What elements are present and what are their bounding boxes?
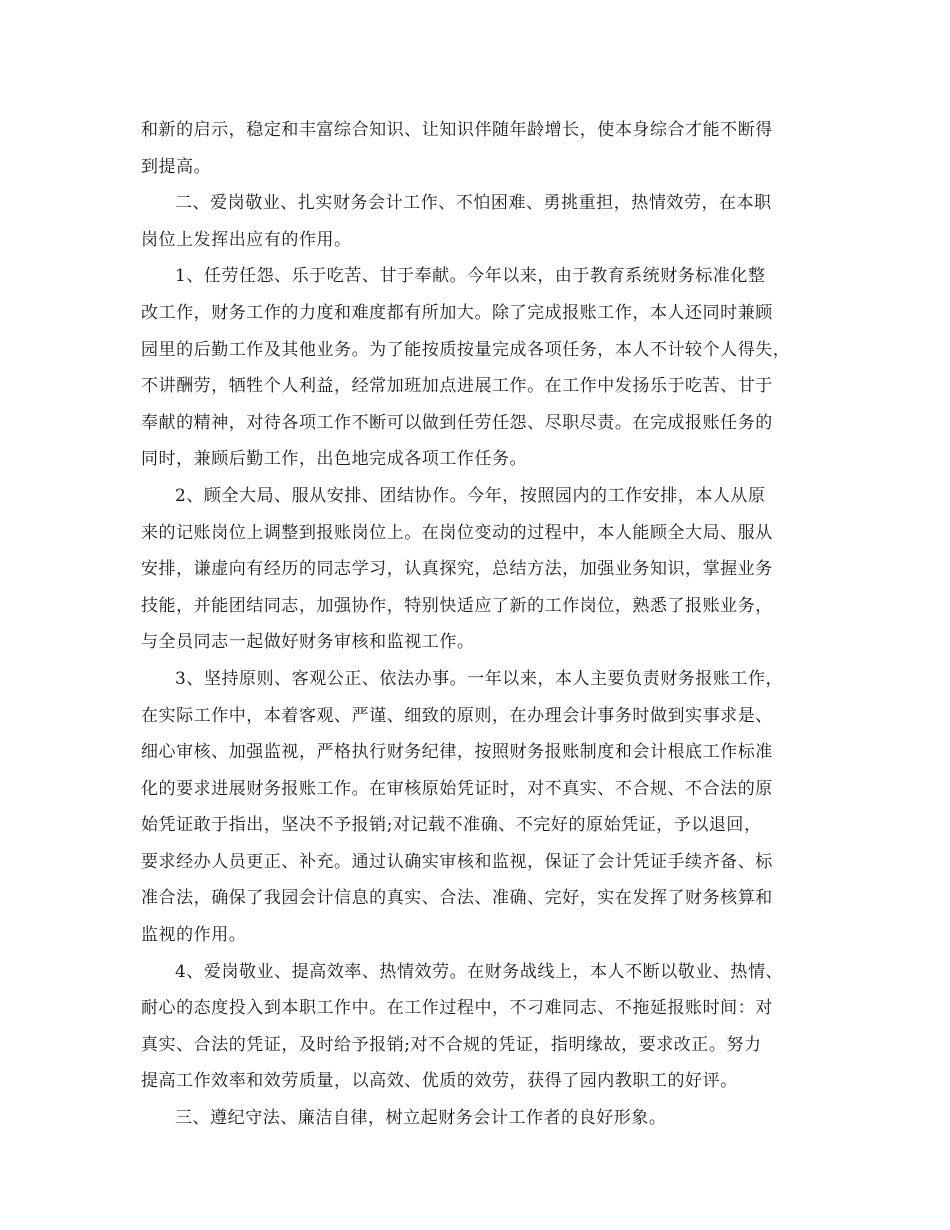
section-heading: 二、爱岗敬业、扎实财务会计工作、不怕困难、勇挑重担，热情效劳，在本职 <box>175 193 772 214</box>
text-line: 来的记账岗位上调整到报账岗位上。在岗位变动的过程中，本人能顾全大局、服从 <box>141 522 773 543</box>
text-line: 在实际工作中，本着客观、严谨、细致的原则，在办理会计事务时做到实事求是、 <box>141 705 773 726</box>
text-line: 始凭证敢于指出，坚决不予报销;对记载不准确、不完好的原始凭证，予以退回， <box>141 815 762 836</box>
paragraph-start: 4、爱岗敬业、提高效率、热情效劳。在财务战线上，本人不断以敬业、热情、 <box>175 961 784 982</box>
section-heading: 三、遵纪守法、廉洁自律，树立起财务会计工作者的良好形象。 <box>175 1108 667 1129</box>
document-body <box>141 112 821 1137</box>
text-line: 化的要求进展财务报账工作。在审核原始凭证时，对不真实、不合规、不合法的原 <box>141 778 773 799</box>
text-line: 耐心的态度投入到本职工作中。在工作过程中，不刁难同志、不拖延报账时间：对 <box>141 998 773 1019</box>
text-line: 准合法，确保了我园会计信息的真实、合法、准确、完好，实在发挥了财务核算和 <box>141 888 773 909</box>
text-line: 改工作，财务工作的力度和难度都有所加大。除了完成报账工作，本人还同时兼顾 <box>141 302 773 323</box>
text-line: 监视的作用。 <box>141 925 247 946</box>
paragraph-start: 1、任劳任怨、乐于吃苦、甘于奉献。今年以来，由于教育系统财务标准化整 <box>175 266 766 287</box>
text-line: 岗位上发挥出应有的作用。 <box>141 229 352 250</box>
text-line: 细心审核、加强监视，严格执行财务纪律，按照财务报账制度和会计根底工作标准 <box>141 742 773 763</box>
text-line: 提高工作效率和效劳质量，以高效、优质的效劳，获得了园内教职工的好评。 <box>141 1071 738 1092</box>
text-line: 技能，并能团结同志，加强协作，特别快适应了新的工作岗位，熟悉了报账业务， <box>141 595 773 616</box>
text-line: 奉献的精神，对待各项工作不断可以做到任劳任怨、尽职尽责。在完成报账任务的 <box>141 412 773 433</box>
text-line: 园里的后勤工作及其他业务。为了能按质按量完成各项任务，本人不计较个人得失， <box>141 339 791 360</box>
text-line: 同时，兼顾后勤工作，出色地完成各项工作任务。 <box>141 449 528 470</box>
text-line: 不讲酬劳，牺牲个人利益，经常加班加点进展工作。在工作中发扬乐于吃苦、甘于 <box>141 376 773 397</box>
paragraph-start: 2、顾全大局、服从安排、团结协作。今年，按照园内的工作安排，本人从原 <box>175 485 766 506</box>
text-line: 和新的启示，稳定和丰富综合知识、让知识伴随年龄增长，使本身综合才能不断得 <box>141 120 773 140</box>
paragraph-start: 3、坚持原则、客观公正、依法办事。一年以来，本人主要负责财务报账工作， <box>175 668 784 689</box>
text-line: 到提高。 <box>141 156 212 177</box>
text-line: 与全员同志一起做好财务审核和监视工作。 <box>141 632 475 653</box>
text-line: 要求经办人员更正、补充。通过认确实审核和监视，保证了会计凭证手续齐备、标 <box>141 851 773 872</box>
text-line: 真实、合法的凭证，及时给予报销;对不合规的凭证，指明缘故，要求改正。努力 <box>141 1034 762 1055</box>
text-line: 安排，谦虚向有经历的同志学习，认真探究，总结方法，加强业务知识，掌握业务 <box>141 559 773 580</box>
